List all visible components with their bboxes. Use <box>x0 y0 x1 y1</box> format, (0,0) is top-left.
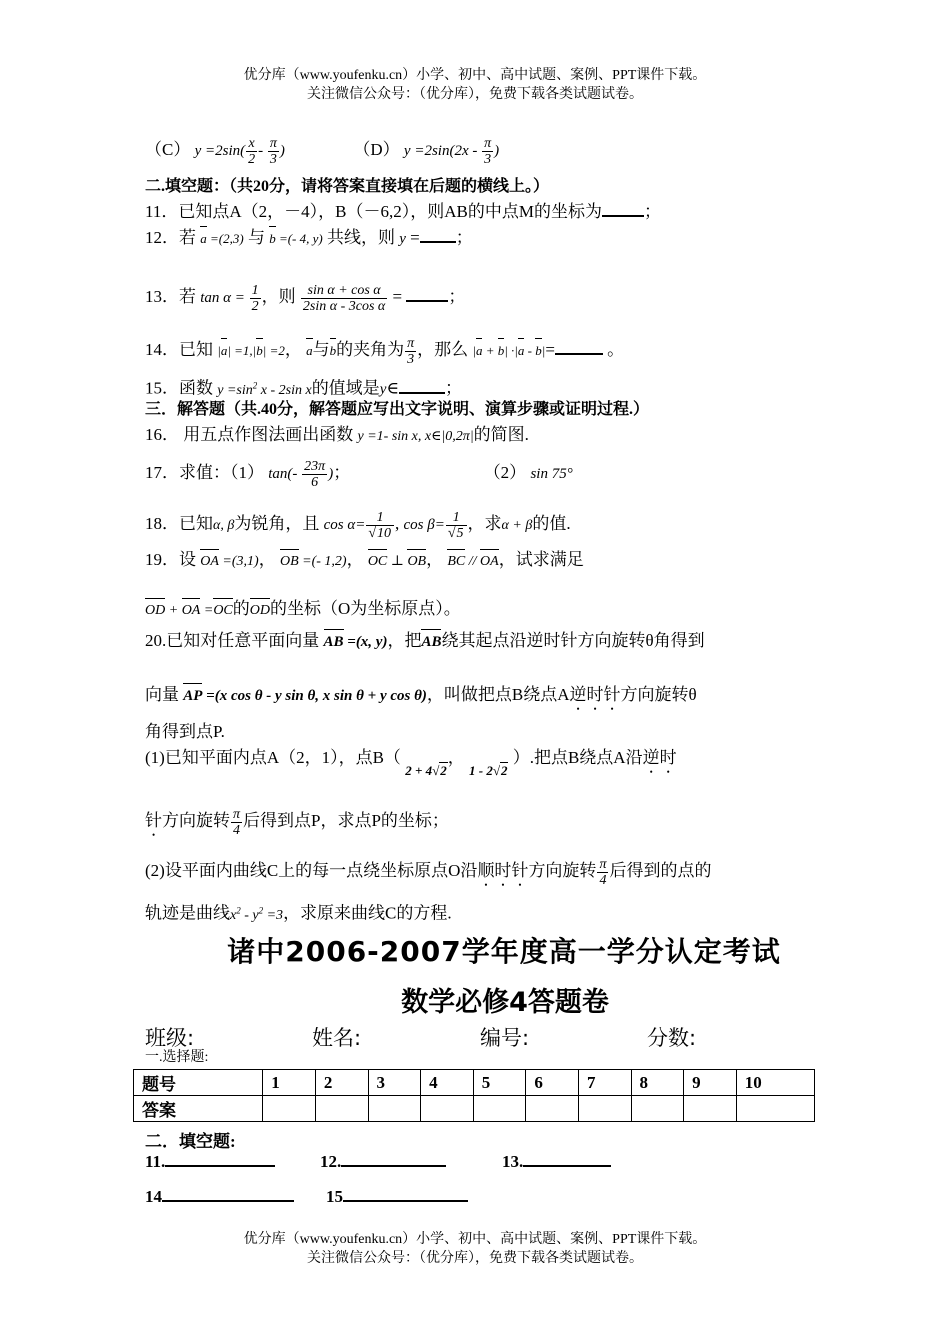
answer-cell[interactable] <box>368 1096 421 1122</box>
question-number-cell: 6 <box>526 1070 579 1096</box>
answer-cell[interactable] <box>315 1096 368 1122</box>
q19-text-c: 的 <box>232 599 250 618</box>
row-label-number: 题号 <box>134 1070 263 1096</box>
q12-text-b: 与 <box>247 228 265 247</box>
blank-14 <box>145 1187 294 1207</box>
q20-text-f: 方向旋转θ <box>620 685 697 704</box>
blank-15-label: 15 <box>326 1187 343 1206</box>
q20-text-e: ，叫做把点B绕点A <box>426 685 570 704</box>
q14-blank <box>555 353 603 355</box>
option-d-formula: y =2sin(2x - $\frac{\pi}{3}$ ) <box>403 136 500 167</box>
q15-text-b: 的值域是 <box>311 378 380 398</box>
q20-text-a: 20.已知对任意平面向量 <box>145 631 320 650</box>
q15-function: $y =\sin^2$ x - 2sin x <box>217 380 312 398</box>
answer-cell[interactable] <box>578 1096 631 1122</box>
answer-cell[interactable] <box>421 1096 474 1122</box>
q19-text-a: 19．设 <box>145 550 196 569</box>
answer-cell[interactable] <box>526 1096 579 1122</box>
q19-ob: OB =(- 1,2) <box>280 554 347 569</box>
blank-14-line[interactable] <box>162 1200 294 1202</box>
q18-cos-beta: cos β= $\frac{1}{√5}$ <box>404 517 468 533</box>
question-19-cont <box>145 598 461 622</box>
q12-y: y <box>399 231 406 247</box>
blank-11-label: 11. <box>145 1152 166 1171</box>
q20-2-angle: $\frac{\pi}{4}$ <box>233 807 241 838</box>
blank-14-label: 14 <box>145 1187 162 1206</box>
q17-text-b: （2） <box>483 462 527 482</box>
answer-cell[interactable] <box>684 1096 737 1122</box>
score-label: 分数: <box>647 1026 697 1050</box>
q14-text-d: ，那么 <box>417 339 469 359</box>
question-16 <box>145 424 529 448</box>
q11-blank <box>602 215 644 217</box>
q14-text-c: 的夹角为 <box>336 339 405 359</box>
q12-end: ； <box>455 228 473 247</box>
q20-2-text-a: 方向旋转 <box>162 810 230 830</box>
answer-sheet-title: 诸中2006-2007学年度高一学分认定考试 <box>227 935 781 968</box>
question-number-cell: 4 <box>421 1070 474 1096</box>
q18-sum: α + β <box>501 517 533 533</box>
question-20-part2 <box>145 857 711 890</box>
q20-1-bx: 2 + 4√2 <box>405 763 447 778</box>
q16-function: y =1- sin x, x∈|0,2π| <box>357 429 474 444</box>
q12-vector-a: a =(2,3) <box>200 231 243 246</box>
q12-blank <box>420 241 456 243</box>
name-label: 姓名: <box>312 1026 362 1050</box>
question-20-part1-cont <box>145 807 449 840</box>
q20-ap-vector: AP =(x cos θ - y sin θ, x sin θ + y cos θ) <box>183 688 427 704</box>
q13-expression: $\frac{\text{sin α + cos α}}{\text{2sin α - 3cos α}}$ <box>302 283 386 314</box>
q12-text-a: 12．若 <box>145 228 196 247</box>
blank-15-line[interactable] <box>343 1200 468 1202</box>
q20-3-emphasis: 顺时针 <box>477 860 529 880</box>
q15-blank <box>399 392 445 394</box>
q20-4-curve: $x^2 - y^2 =3$ <box>230 905 284 923</box>
number-label: 编号: <box>480 1026 530 1050</box>
answer-cell[interactable] <box>736 1096 814 1122</box>
question-14: 14．已知 |a| =1,|b| =2， a与b的夹角为 $\frac{\pi}{3}$ ，那么 |a + b| ·|a - b|= 。 <box>145 336 625 367</box>
blank-12 <box>320 1152 446 1172</box>
q16-text-b: 的简图. <box>473 425 529 444</box>
q20-4-text-a: 轨迹是曲线 <box>145 903 230 923</box>
q20-1-text-b: ， <box>447 748 465 767</box>
q13-condition: tan α = $\frac{1}{2}$ <box>200 283 259 314</box>
footer-line-2: 关注微信公众号：（优分库），免费下载各类试题试卷。 <box>307 1251 643 1266</box>
q18-cos-alpha: cos α= $\frac{1}{√10}$ <box>324 517 395 533</box>
q16-text-a: 16． 用五点作图法画出函数 <box>145 425 354 444</box>
section3-heading: 三．解答题（共.40分，解答题应写出文字说明、演算步骤或证明过程.） <box>145 401 650 418</box>
question-20-line2 <box>145 684 697 714</box>
q14-vector-b: b <box>330 343 337 358</box>
q14-expression: |a + b| ·|a - b| <box>472 343 545 358</box>
question-number-cell: 3 <box>368 1070 421 1096</box>
q12-vector-b: b =(- 4, y) <box>269 231 323 246</box>
q12-text-c: 共线，则 <box>326 228 395 247</box>
q17-part1: tan(- $\frac{23\pi}{6}$ ) <box>268 459 334 490</box>
fill-heading: 二．填空题: <box>145 1132 236 1151</box>
section2-heading: 二.填空题：（共20分，请将答案直接填在后题的横线上。） <box>145 178 550 195</box>
q19-text-d: 的坐标（O为坐标原点）。 <box>270 599 461 618</box>
q20-text-d: 向量 <box>145 685 179 704</box>
question-number-cell: 1 <box>263 1070 316 1096</box>
q20-2-text-b: 后得到点P，求点P的坐标； <box>243 810 449 830</box>
q19-oa: OA =(3,1) <box>200 554 258 569</box>
q19-perp: OC ⊥ OB <box>368 554 426 569</box>
question-number-cell: 9 <box>684 1070 737 1096</box>
q13-text-b: ，则 <box>261 286 296 306</box>
option-c-label: （C） <box>145 139 191 159</box>
blank-12-label: 12. <box>320 1152 342 1171</box>
q20-ab: AB <box>421 634 441 650</box>
q20-text-c: 绕其起点沿逆时针方向旋转θ角得到 <box>441 631 705 650</box>
blank-13-line[interactable] <box>523 1165 611 1167</box>
q18-angles: α, β <box>213 517 235 533</box>
q18-text-b: 为锐角，且 <box>234 513 320 533</box>
choice-heading: 一.选择题: <box>145 1050 209 1065</box>
row-label-answer: 答案 <box>134 1096 263 1122</box>
answer-table-row-answers <box>134 1096 815 1122</box>
q14-text-b: 与 <box>312 339 330 359</box>
q19-parallel: BC // OA <box>447 554 498 569</box>
q13-text-a: 13．若 <box>145 286 196 306</box>
q14-magnitudes: |a| =1,|b| =2 <box>217 343 285 358</box>
question-17: 17．求值：（1） tan(- $\frac{23\pi}{6}$ )； （2） sin 75° <box>145 459 573 490</box>
q20-1-emphasis: 逆时 <box>642 748 677 767</box>
question-11 <box>145 201 661 223</box>
q20-1-text-c: ）.把点B绕点A沿 <box>512 748 643 767</box>
question-18: 18．已知α, β为锐角，且 cos α= $\frac{1}{√10}$ , cos β= $\frac{1}{√5}$ ，求α + β的值. <box>145 510 571 541</box>
blank-13 <box>502 1152 611 1172</box>
q20-2-emphasis: 针 <box>145 810 162 830</box>
question-20-part2-cont <box>145 899 452 927</box>
question-number-cell: 2 <box>315 1070 368 1096</box>
question-number-cell: 10 <box>736 1070 814 1096</box>
answer-cell[interactable] <box>473 1096 526 1122</box>
answer-cell[interactable] <box>263 1096 316 1122</box>
question-20-line3: 角得到点P. <box>145 722 225 741</box>
q20-text-b: ，把 <box>387 631 422 650</box>
option-c-formula: y =2sin( $\frac{x}{2}$ - $\frac{\pi}{3}$ ) <box>194 136 285 167</box>
blank-11-line[interactable] <box>165 1165 275 1167</box>
q20-1-text-a: (1)已知平面内点A（2，1），点B（ <box>145 748 401 767</box>
q11-end: ； <box>643 202 661 221</box>
q20-3-text-b: 方向旋转 <box>528 860 597 880</box>
q15-text-a: 15．函数 <box>145 378 213 398</box>
question-19: 19．设 OA =(3,1)， OB =(- 1,2)， OC ⊥ OB， BC // OA，试求满足 <box>145 549 584 573</box>
q20-3-text-a: (2)设平面内曲线C上的每一点绕坐标原点O沿 <box>145 860 478 880</box>
q20-3-text-c: 后得到的点的 <box>609 860 712 880</box>
answer-table <box>133 1069 815 1122</box>
blank-12-line[interactable] <box>341 1165 446 1167</box>
header-line-2: 关注微信公众号：（优分库），免费下载各类试题试卷。 <box>307 87 643 102</box>
q20-emphasis-ccw: 逆时针 <box>569 685 621 704</box>
q17-part2: sin 75° <box>530 465 573 482</box>
q13-blank <box>406 300 448 302</box>
header-line-1: 优分库（www.youfenku.cn）小学、初中、高中试题、案例、PPT课件下载。 <box>243 68 707 83</box>
blank-11 <box>145 1152 275 1172</box>
blank-13-label: 13. <box>502 1152 524 1171</box>
question-13: 13．若 tan α = $\frac{1}{2}$ ，则 $\frac{\text{sin α + cos α}}{\text{2sin α - 3cos α}}$ = ； <box>145 283 466 314</box>
class-label: 班级: <box>145 1026 195 1050</box>
q18-text-c: ，求 <box>467 513 502 533</box>
q18-text-d: 的值. <box>532 513 571 533</box>
question-number-cell: 8 <box>631 1070 684 1096</box>
q15-y: y <box>379 381 387 398</box>
question-number-cell: 7 <box>578 1070 631 1096</box>
q17-text-a: 17．求值：（1） <box>145 462 264 482</box>
question-12: 12．若 a =(2,3) 与 b =(- 4, y) 共线，则 y = ； <box>145 227 473 250</box>
question-20-part1 <box>145 747 677 777</box>
option-d-label: （D） <box>353 139 400 159</box>
answer-cell[interactable] <box>631 1096 684 1122</box>
q19-text-b: ，试求满足 <box>498 550 584 569</box>
q20-4-text-b: ，求原来曲线C的方程. <box>283 903 452 923</box>
q13-end: ； <box>448 286 466 306</box>
q19-od: OD <box>250 603 270 618</box>
question-number-cell: 5 <box>473 1070 526 1096</box>
option-c-d <box>145 136 499 167</box>
q14-angle: $\frac{\pi}{3}$ <box>407 336 415 367</box>
q14-vector-a: a <box>306 343 313 358</box>
q11-text: 11．已知点A（2，－4），B（－6,2），则AB的中点M的坐标为 <box>145 202 602 221</box>
question-20 <box>145 630 705 653</box>
q18-text-a: 18．已知 <box>145 513 213 533</box>
answer-sheet-subtitle: 数学必修4答题卷 <box>401 987 609 1018</box>
q14-end: 。 <box>607 339 625 359</box>
footer-line-1: 优分库（www.youfenku.cn）小学、初中、高中试题、案例、PPT课件下载。 <box>243 1232 707 1247</box>
q20-ab-vector: AB =(x, y) <box>324 634 388 650</box>
q20-1-by: 1 - 2√2 <box>468 763 508 778</box>
answer-table-row-numbers <box>134 1070 815 1096</box>
q20-3-angle: $\frac{\pi}{4}$ <box>599 857 607 888</box>
question-15: 15．函数 $y =\sin^2$ x - 2sin x的值域是y∈ ； <box>145 378 462 398</box>
q14-text-a: 14．已知 <box>145 339 213 359</box>
blank-15 <box>326 1187 468 1207</box>
q15-end: ； <box>444 378 462 398</box>
q19-sum: OD + OA =OC <box>145 603 233 618</box>
